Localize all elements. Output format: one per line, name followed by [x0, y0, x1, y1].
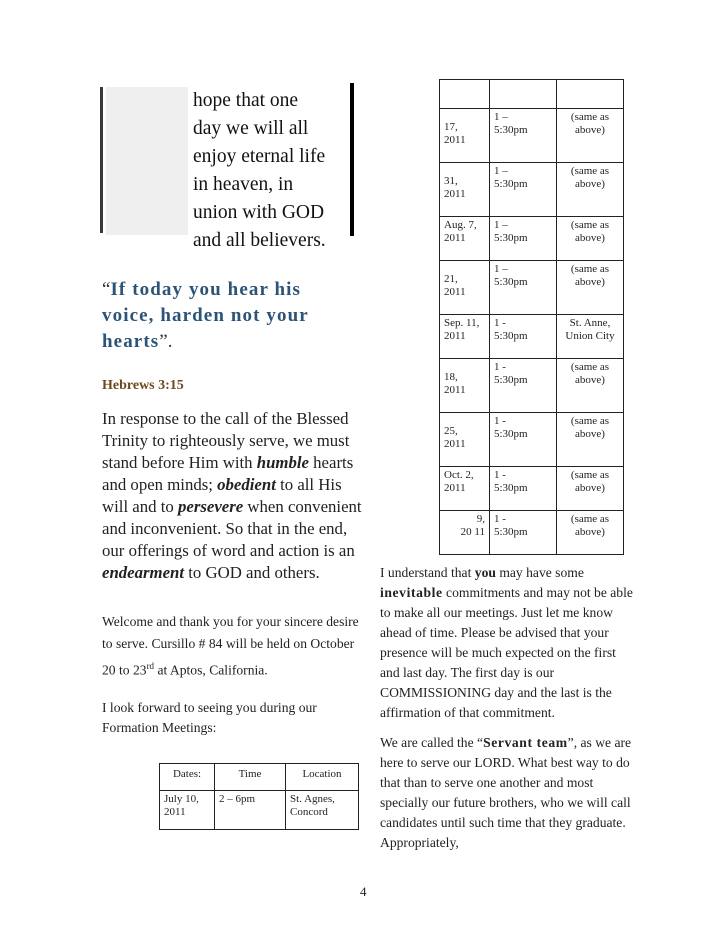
- cell-location: (same as above): [557, 413, 624, 467]
- schedule-table: [439, 79, 624, 555]
- rpara2-text-a: We are called the “: [380, 735, 484, 750]
- table-row: [440, 261, 624, 315]
- rpara1-text-c: commitments and may not be able to make all our meetings. Just let me know ahead of time. Please be advised that your presence will be much expected on the first and last day. The first day is our COMMISSIONING day and the last is the affirmation of that commitment.: [380, 585, 633, 720]
- cell-time: 1 - 5:30pm: [490, 359, 557, 413]
- cell-empty: [557, 80, 624, 109]
- para1-text-a: In response to the call of the Blessed Trinity to righteously serve, we must stand before Him with: [102, 409, 350, 472]
- cell-time: 1 – 5:30pm: [490, 217, 557, 261]
- para1-text-c: to all His will and to: [102, 475, 342, 516]
- cell-time: 1 – 5:30pm: [490, 109, 557, 163]
- table-row: [440, 315, 624, 359]
- scripture-open-quote: “: [102, 279, 111, 300]
- table-row: [440, 413, 624, 467]
- cell-date: Oct. 2, 2011: [440, 467, 490, 511]
- table-row: [440, 109, 624, 163]
- rpara1-text-a: I understand that: [380, 565, 475, 580]
- rpara2-text-b: ”, as we are here to serve our LORD. What best way to do that than to serve one another and most specially our future brothers, who we will call candidates until such time that they graduate. Appropriately,: [380, 735, 632, 850]
- table-row: [440, 217, 624, 261]
- emphasis-servant-team: Servant team: [483, 735, 568, 750]
- pull-quote-shade: [106, 87, 188, 235]
- cell-time: 1 - 5:30pm: [490, 467, 557, 511]
- rpara1-text-b: may have some: [495, 565, 584, 580]
- cell-date: 25, 2011: [440, 413, 490, 467]
- header-time: Time: [215, 764, 286, 791]
- cell-date: Aug. 7, 2011: [440, 217, 490, 261]
- cell-location: St. Agnes, Concord: [286, 791, 359, 830]
- para1-text-e: to GOD and others.: [184, 563, 320, 582]
- emphasis-endearment: endearment: [102, 563, 185, 582]
- cell-date: July 10, 2011: [160, 791, 215, 830]
- pull-quote-left-rule: [100, 87, 103, 233]
- formation-meetings-intro: I look forward to seeing you during our Formation Meetings:: [102, 700, 317, 735]
- table-row: [440, 163, 624, 217]
- cell-date: Sep. 11, 2011: [440, 315, 490, 359]
- page-number: 4: [360, 884, 367, 899]
- cell-location: (same as above): [557, 359, 624, 413]
- para1-text-b: hearts and open minds;: [102, 453, 354, 494]
- servant-team-paragraph: [380, 733, 635, 853]
- para2-superscript: rd: [146, 661, 155, 671]
- emphasis-persevere: persevere: [177, 497, 244, 516]
- emphasis-you: you: [474, 565, 496, 580]
- table-row: [440, 359, 624, 413]
- header-location: Location: [286, 764, 359, 791]
- attendance-paragraph: [380, 563, 635, 723]
- cell-location: (same as above): [557, 109, 624, 163]
- scripture-quote-body: If today you hear his voice, harden not your hearts: [102, 279, 309, 352]
- cell-location: (same as above): [557, 217, 624, 261]
- cell-location: (same as above): [557, 163, 624, 217]
- pull-quote-text: hope that one day we will all enjoy eternal life in heaven, in union with GOD and all believers.: [193, 90, 326, 251]
- cell-location: (same as above): [557, 511, 624, 555]
- cell-time: 1 - 5:30pm: [490, 315, 557, 359]
- meetings-table: [159, 763, 359, 830]
- cell-date: 17, 2011: [440, 109, 490, 163]
- table-row: [440, 467, 624, 511]
- cell-time: 1 - 5:30pm: [490, 413, 557, 467]
- cell-time: 1 - 5:30pm: [490, 511, 557, 555]
- cell-location: (same as above): [557, 261, 624, 315]
- cell-time: 1 – 5:30pm: [490, 261, 557, 315]
- para2-text-b: at Aptos, California.: [154, 662, 268, 678]
- cell-empty: [440, 80, 490, 109]
- pull-quote-right-rule: [350, 83, 354, 236]
- scripture-quote: [102, 277, 352, 355]
- emphasis-humble: humble: [256, 453, 309, 472]
- table-row: [160, 791, 359, 830]
- emphasis-obedient: obedient: [217, 475, 276, 494]
- cell-date: 31, 2011: [440, 163, 490, 217]
- header-dates: Dates:: [160, 764, 215, 791]
- cell-date: 9, 20 11: [440, 511, 490, 555]
- cell-location: St. Anne, Union City: [557, 315, 624, 359]
- para2-text-a: Welcome and thank you for your sincere desire to serve. Cursillo # 84 will be held on October 20 to 23: [102, 614, 359, 678]
- cell-empty: [490, 80, 557, 109]
- table-row: [440, 511, 624, 555]
- scripture-reference: Hebrews 3:15: [102, 378, 184, 393]
- cell-time: 1 – 5:30pm: [490, 163, 557, 217]
- meetings-table-header: [160, 764, 359, 791]
- schedule-table-top-row: [440, 80, 624, 109]
- cell-date: 18, 2011: [440, 359, 490, 413]
- emphasis-inevitable: inevitable: [380, 585, 443, 600]
- cell-time: 2 – 6pm: [215, 791, 286, 830]
- cell-location: (same as above): [557, 467, 624, 511]
- welcome-paragraph: [102, 611, 362, 682]
- cell-date: 21, 2011: [440, 261, 490, 315]
- response-paragraph: [102, 408, 362, 584]
- scripture-close-quote: ”.: [159, 331, 173, 352]
- pull-quote-box: [100, 83, 354, 251]
- para1-text-d: when convenient and inconvenient. So that in the end, our offerings of word and action is an: [102, 497, 362, 560]
